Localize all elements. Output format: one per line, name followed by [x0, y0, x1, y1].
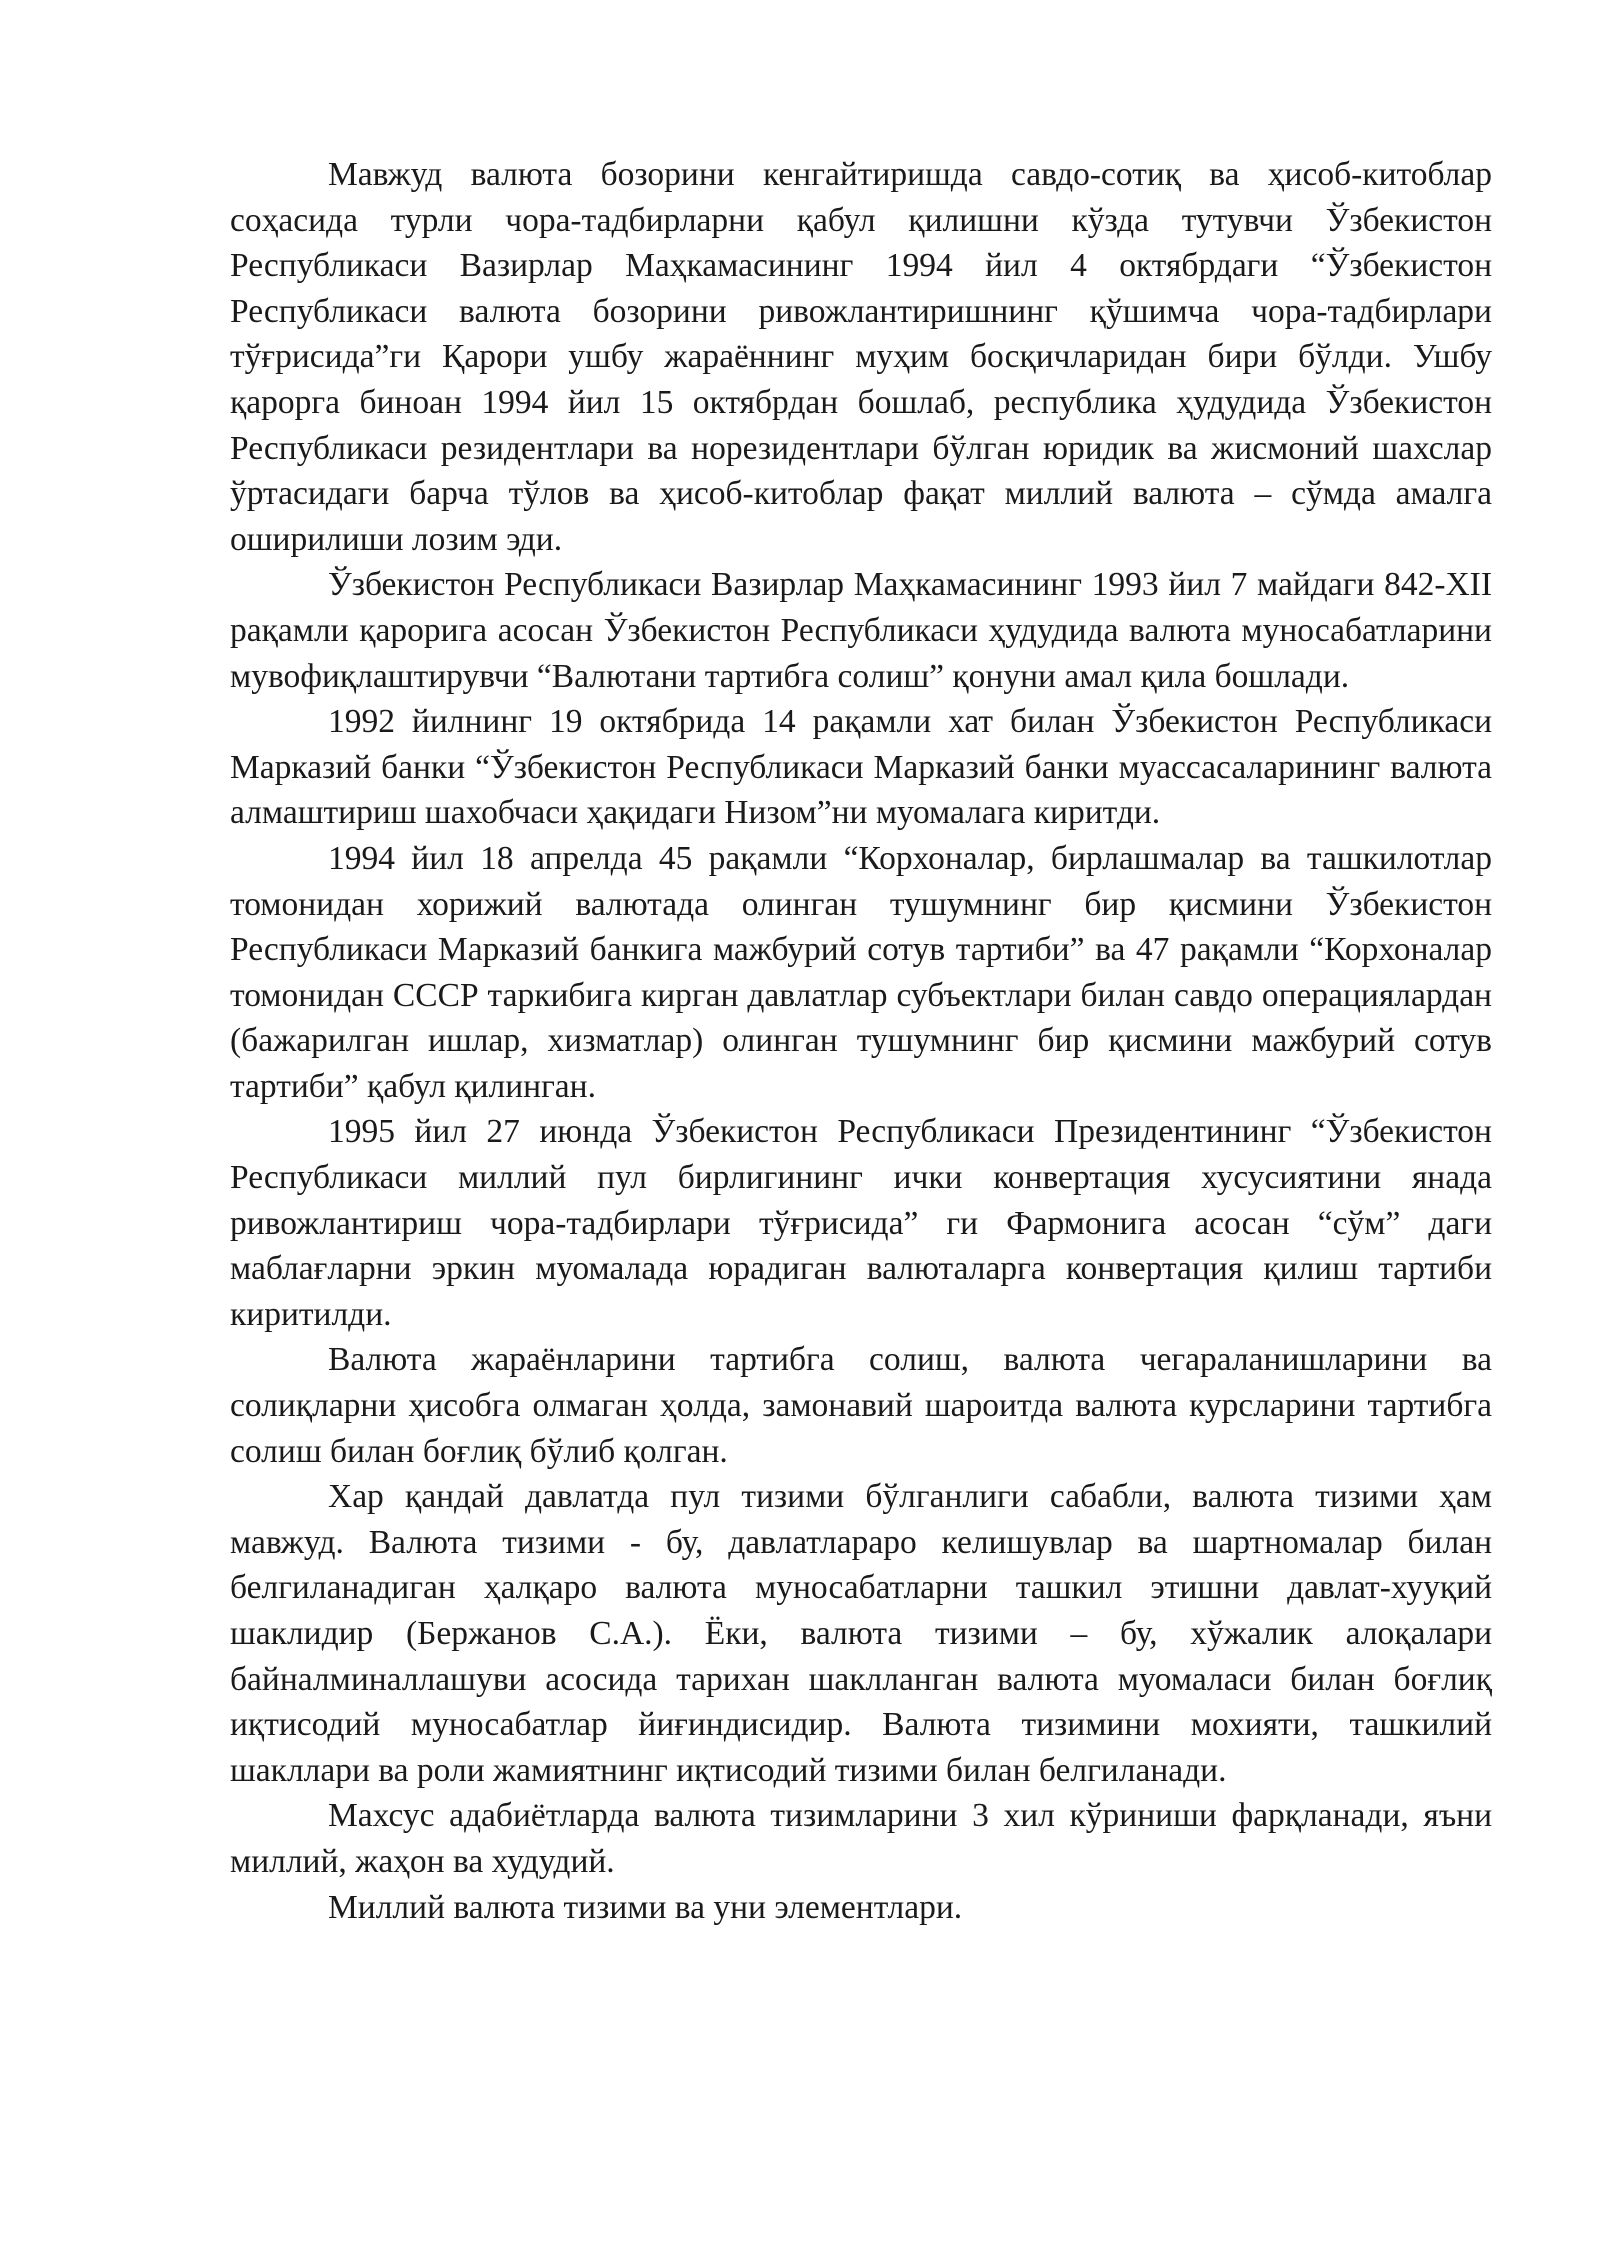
paragraph: Хар қандай давлатда пул тизими бўлганлиги сабабли, валюта тизими ҳам мавжуд. Валюта тизими - бу, давлатлараро келишувлар ва шартномалар билан белгиланадиган ҳалқаро валюта муносабатларни ташкил этишни давлат-хууқий шаклидир (Бержанов С.А.). Ёки, валюта тизими – бу, хўжалик алоқалари байналминаллашуви асосида тарихан шаклланган валюта муомаласи билан боғлиқ иқтисодий муносабатлар йиғиндисидир. Валюта тизимини мохияти, ташкилий шакллари ва роли жамиятнинг иқтисодий тизими билан белгиланади. — [230, 1478, 1492, 1789]
paragraph: Мавжуд валюта бозорини кенгайтиришда савдо-сотиқ ва ҳисоб-китоблар соҳасида турли чора-тадбирларни қабул қилишни кўзда тутувчи Ўзбекистон Республикаси Вазирлар Маҳкамасининг 1994 йил 4 октябрдаги “Ўзбекистон Республикаси валюта бозорини ривожлантиришнинг қўшимча чора-тадбирлари тўғрисида”ги Қарори ушбу жараённинг муҳим босқичларидан бири бўлди. Ушбу қарорга биноан 1994 йил 15 октябрдан бошлаб, республика ҳудудида Ўзбекистон Республикаси резидентлари ва норезидентлари бўлган юридик ва жисмоний шахслар ўртасидаги барча тўлов ва ҳисоб-китоблар фақат миллий валюта – сўмда амалга оширилиши лозим эди. — [230, 156, 1492, 558]
paragraph: 1992 йилнинг 19 октябрида 14 рақамли хат билан Ўзбекистон Республикаси Марказий банки “Ўзбекистон Республикаси Марказий банки муассасаларининг валюта алмаштириш шахобчаси ҳақидаги Низом”ни муомалага киритди. — [230, 703, 1492, 832]
document-body — [230, 152, 1492, 1930]
paragraph: Валюта жараёнларини тартибга солиш, валюта чегараланишларини ва солиқларни ҳисобга олмаган ҳолда, замонавий шароитда валюта курсларини тартибга солиш билан боғлиқ бўлиб қолган. — [230, 1341, 1492, 1470]
paragraph: Ўзбекистон Республикаси Вазирлар Маҳкамасининг 1993 йил 7 майдаги 842-XII рақамли қарорига асосан Ўзбекистон Республикаси ҳудудида валюта муносабатларини мувофиқлаштирувчи “Валютани тартибга солиш” қонуни амал қила бошлади. — [230, 566, 1492, 695]
paragraph: 1994 йил 18 апрелда 45 рақамли “Корхоналар, бирлашмалар ва ташкилотлар томонидан хорижий валютада олинган тушумнинг бир қисмини Ўзбекистон Республикаси Марказий банкига мажбурий сотув тартиби” ва 47 рақамли “Корхоналар томонидан СССР таркибига кирган давлатлар субъектлари билан савдо операциялардан (бажарилган ишлар, хизматлар) олинган тушумнинг бир қисмини мажбурий сотув тартиби” қабул қилинган. — [230, 839, 1492, 1105]
paragraph: Миллий валюта тизими ва уни элементлари. — [328, 1888, 963, 1926]
paragraph: 1995 йил 27 июнда Ўзбекистон Республикаси Президентининг “Ўзбекистон Республикаси миллий пул бирлигининг ички конвертация хусусиятини янада ривожлантириш чора-тадбирлари тўғрисида” ги Фармонига асосан “сўм” даги маблағларни эркин муомалада юрадиган валюталарга конвертация қилиш тартиби киритилди. — [230, 1113, 1492, 1333]
paragraph: Махсус адабиётларда валюта тизимларини 3 хил кўриниши фарқланади, яъни миллий, жаҳон ва худудий. — [230, 1797, 1492, 1880]
